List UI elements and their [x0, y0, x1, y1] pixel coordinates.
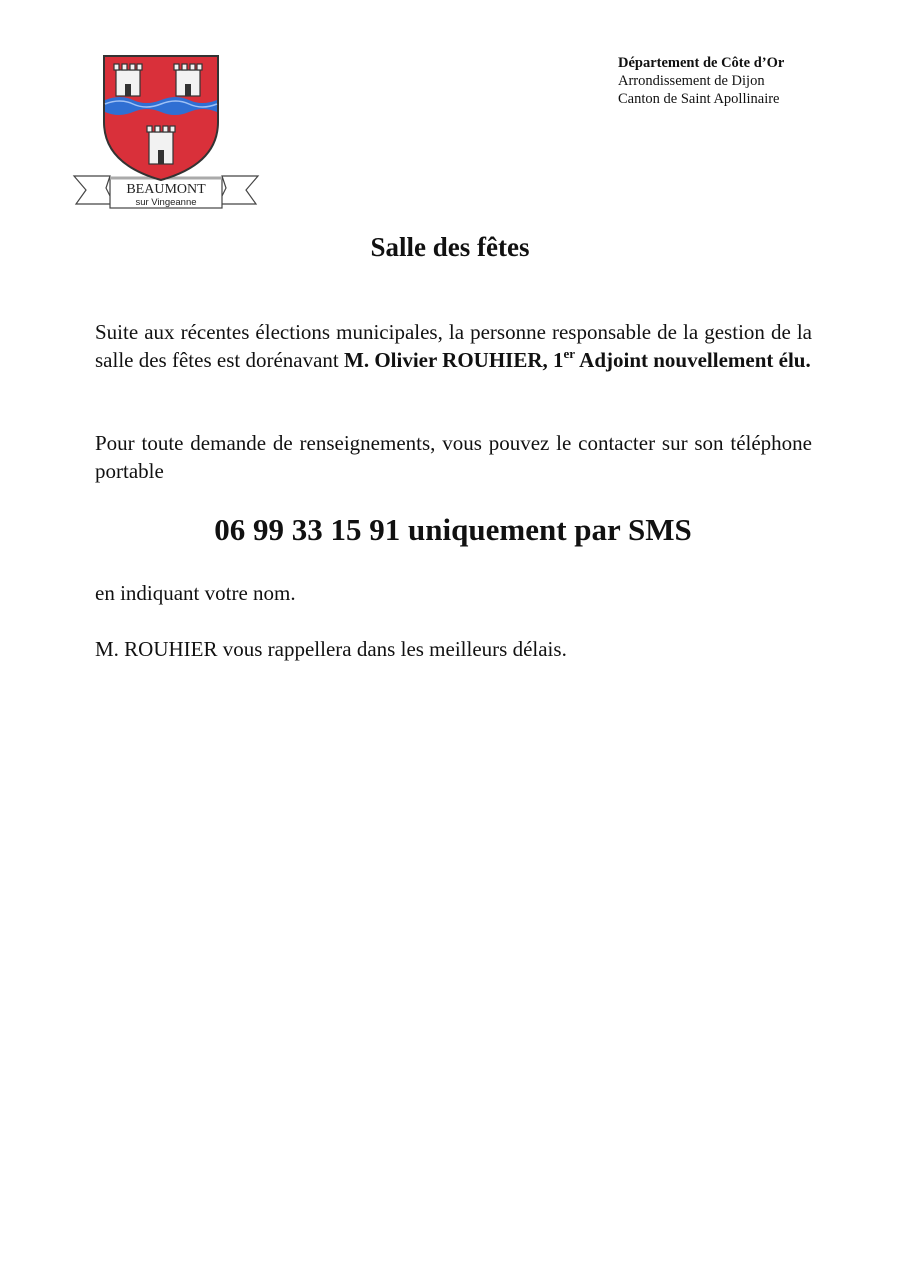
- paragraph-callback: M. ROUHIER vous rappellera dans les meilleurs délais.: [95, 637, 567, 661]
- responsible-name: M. Olivier ROUHIER, 1: [344, 348, 564, 372]
- page-title: Salle des fêtes: [370, 232, 530, 262]
- paragraph-responsible-text: Suite aux récentes élections municipales, la personne responsable de la gestion de la salle des fêtes est dorénavant: [95, 320, 812, 372]
- ordinal-superscript: er: [563, 346, 576, 361]
- department-label: Département de Côte d’Or: [618, 55, 785, 71]
- responsible-role: Adjoint nouvellement élu.: [575, 348, 811, 372]
- banner-town-name: BEAUMONT: [126, 182, 206, 197]
- arrondissement-label: Arrondissement de Dijon: [618, 73, 765, 89]
- banner-town-suffix: sur Vingeanne: [135, 197, 197, 208]
- paragraph-indicate-name: en indiquant votre nom.: [95, 581, 296, 605]
- paragraph-contact-info: Pour toute demande de renseignements, vous pouvez le contacter sur son téléphone portable: [95, 431, 812, 483]
- coat-of-arms-logo: [70, 52, 262, 212]
- paragraph-responsible: [95, 318, 812, 374]
- administrative-header: [618, 54, 784, 108]
- canton-label: Canton de Saint Apollinaire: [618, 91, 780, 107]
- contact-phone-line: 06 99 33 15 91 uniquement par SMS: [214, 512, 692, 547]
